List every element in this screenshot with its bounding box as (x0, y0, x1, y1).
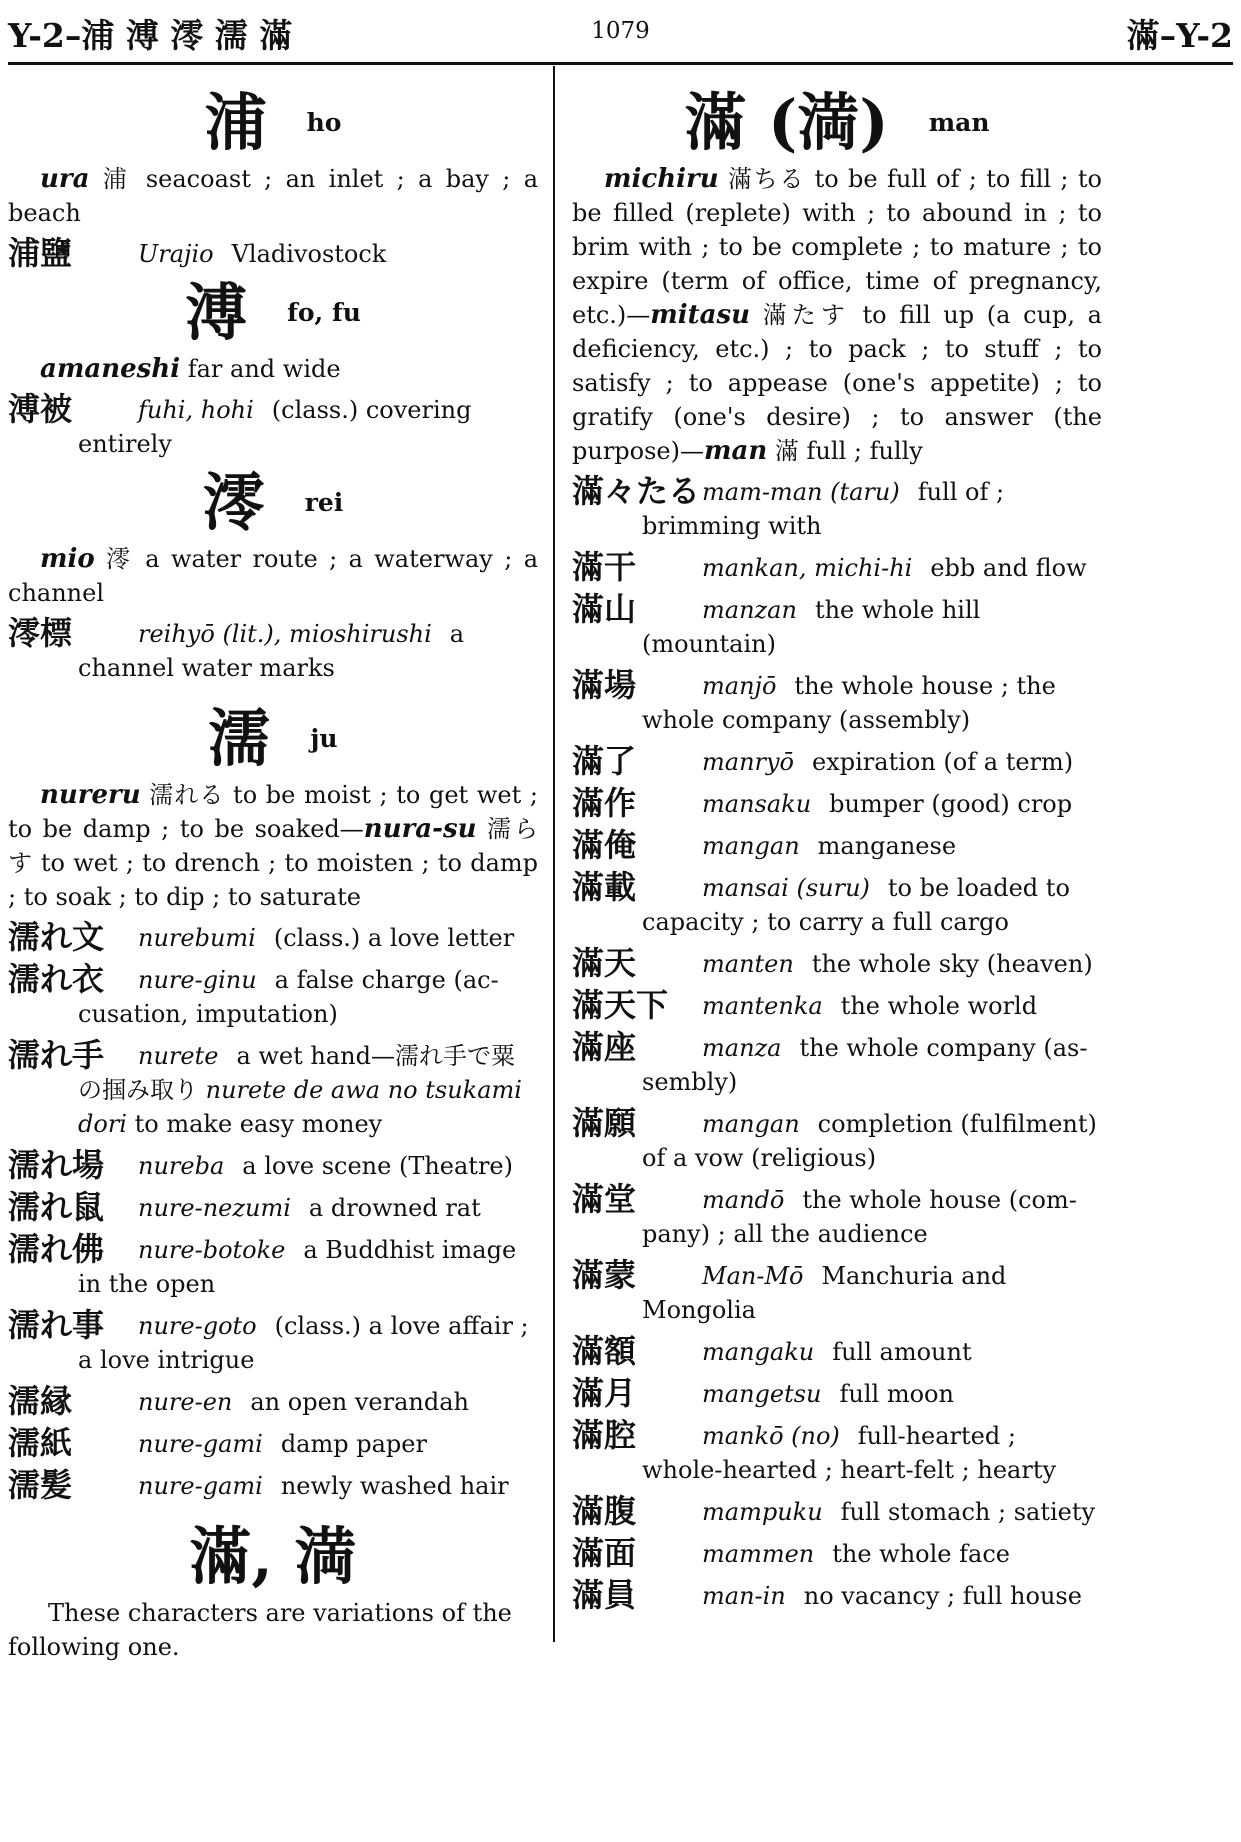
dictionary-entry: 濡紙 nure-gami damp paper (8, 1424, 427, 1462)
head-kanji: 濡 (208, 702, 271, 775)
header-right-guide: 滿–Y-2 (1126, 16, 1233, 55)
dictionary-entry: 濡れ事 nure-goto (class.) a love affair ; a love intrigue (8, 1306, 529, 1374)
dictionary-entry: 滿干 mankan, michi-hi ebb and flow (572, 548, 1087, 586)
dictionary-entry: 滿載 mansai (suru) to be loaded to capacity ; to carry a full cargo (572, 868, 1070, 936)
header-rule (8, 62, 1233, 65)
dictionary-entry: 滿天 manten the whole sky (heaven) (572, 944, 1093, 982)
dictionary-entry: 滿座 manza the whole company (as-sembly) (572, 1028, 1088, 1096)
dictionary-entry: 滿場 manjō the whole house ; the whole company (assembly) (572, 666, 1056, 734)
dictionary-entry: 滿俺 mangan manganese (572, 826, 957, 864)
dictionary-entry: 滿腹 mampuku full stomach ; satiety (572, 1492, 1096, 1530)
head-character-rei (8, 468, 538, 538)
head-character-man (572, 88, 1102, 158)
kun-definition: michiru 滿ちる to be full of ; to fill ; to be filled (replete) with ; to abound in ; to brim with ; to be complete ; to mature ; to expire (term of office, time of pregnancy, etc.)—mitasu 滿たす to fill up (a cup, a deficiency, etc.) ; to pack ; to stuff ; to satisfy ; to appease (one's appetite) ; to gratify (one's desire) ; to answer (the purpose)—man 滿 full ; fully (572, 164, 1102, 466)
head-character-ju (8, 704, 538, 774)
dictionary-entry: 滿天下 mantenka the whole world (572, 986, 1038, 1024)
dictionary-entry: 滿願 mangan completion (fulfilment) of a vow (religious) (572, 1104, 1097, 1172)
dictionary-entry: 滿面 mammen the whole face (572, 1534, 1010, 1572)
dictionary-entry: 滿作 mansaku bumper (good) crop (572, 784, 1073, 822)
head-kanji: 滿, 満 (189, 1520, 357, 1593)
head-character-ho (8, 88, 538, 158)
variant-note: These characters are variations of the following one. (8, 1599, 512, 1661)
column-divider (553, 66, 555, 1642)
page-number: 1079 (591, 18, 650, 44)
dictionary-entry: 濡縁 nure-en an open verandah (8, 1382, 469, 1420)
dictionary-entry: 滿腔 mankō (no) full-hearted ; whole-hearted ; heart-felt ; hearty (572, 1416, 1057, 1484)
dictionary-entry: 滿蒙 Man-Mō Manchuria and Mongolia (572, 1256, 1007, 1324)
head-character-fu (8, 278, 538, 348)
dictionary-entry: 滿々たるmam-man (taru) full of ; brimming with (572, 472, 1005, 540)
head-reading: man (928, 108, 990, 137)
dictionary-entry: 滿員 man-in no vacancy ; full house (572, 1576, 1082, 1614)
head-reading: ho (306, 108, 342, 137)
dictionary-entry: 滿月 mangetsu full moon (572, 1374, 954, 1412)
dictionary-entry: 濡れ文 nurebumi (class.) a love letter (8, 918, 515, 956)
dictionary-entry: 濡れ手 nurete a wet hand—濡れ手で粟の掴み取り nurete de awa no tsukami dori to make easy money (8, 1036, 522, 1138)
kun-definition: mio 澪 a water route ; a waterway ; a channel (8, 544, 538, 607)
dictionary-entry: 滿山 manzan the whole hill (mountain) (572, 590, 981, 658)
kun-definition: nureru 濡れる to be moist ; to get wet ; to be damp ; to be soaked—nura-su 濡らす to wet ; to drench ; to moisten ; to damp ; to soak ; to dip ; to saturate (8, 780, 539, 911)
head-kanji: 溥 (185, 276, 248, 349)
dictionary-entry: 澪標 reihyō (lit.), mioshirushi a channel water marks (8, 614, 465, 682)
head-kanji: 滿 (満) (684, 86, 889, 159)
dictionary-entry: 溥被 fuhi, hohi (class.) covering entirely (8, 390, 472, 458)
left-column (8, 88, 538, 1664)
kun-definition: ura 浦 seacoast ; an inlet ; a bay ; a beach (8, 164, 539, 227)
dictionary-entry: 濡髪 nure-gami newly washed hair (8, 1466, 509, 1504)
head-kanji: 澪 (202, 466, 265, 539)
head-reading: ju (310, 724, 338, 753)
head-reading: rei (304, 488, 344, 517)
dictionary-entry: 浦鹽 Urajio Vladivostock (8, 234, 387, 272)
page-header (8, 10, 1233, 60)
kun-definition: amaneshi far and wide (40, 354, 341, 384)
dictionary-entry: 濡れ佛 nure-botoke a Buddhist image in the open (8, 1230, 517, 1298)
dictionary-entry: 濡れ場 nureba a love scene (Theatre) (8, 1146, 513, 1184)
header-left-guide: Y-2–浦 溥 澪 濡 滿 (8, 16, 293, 55)
head-reading: fo, fu (287, 298, 361, 327)
head-character-variants (8, 1522, 538, 1592)
dictionary-entry: 滿堂 mandō the whole house (com-pany) ; all the audience (572, 1180, 1077, 1248)
right-column (572, 88, 1102, 1620)
dictionary-entry: 滿了 manryō expiration (of a term) (572, 742, 1074, 780)
head-kanji: 浦 (204, 86, 267, 159)
dictionary-entry: 濡れ鼠 nure-nezumi a drowned rat (8, 1188, 481, 1226)
dictionary-entry: 滿額 mangaku full amount (572, 1332, 972, 1370)
dictionary-entry: 濡れ衣 nure-ginu a false charge (ac-cusation, imputation) (8, 960, 499, 1028)
